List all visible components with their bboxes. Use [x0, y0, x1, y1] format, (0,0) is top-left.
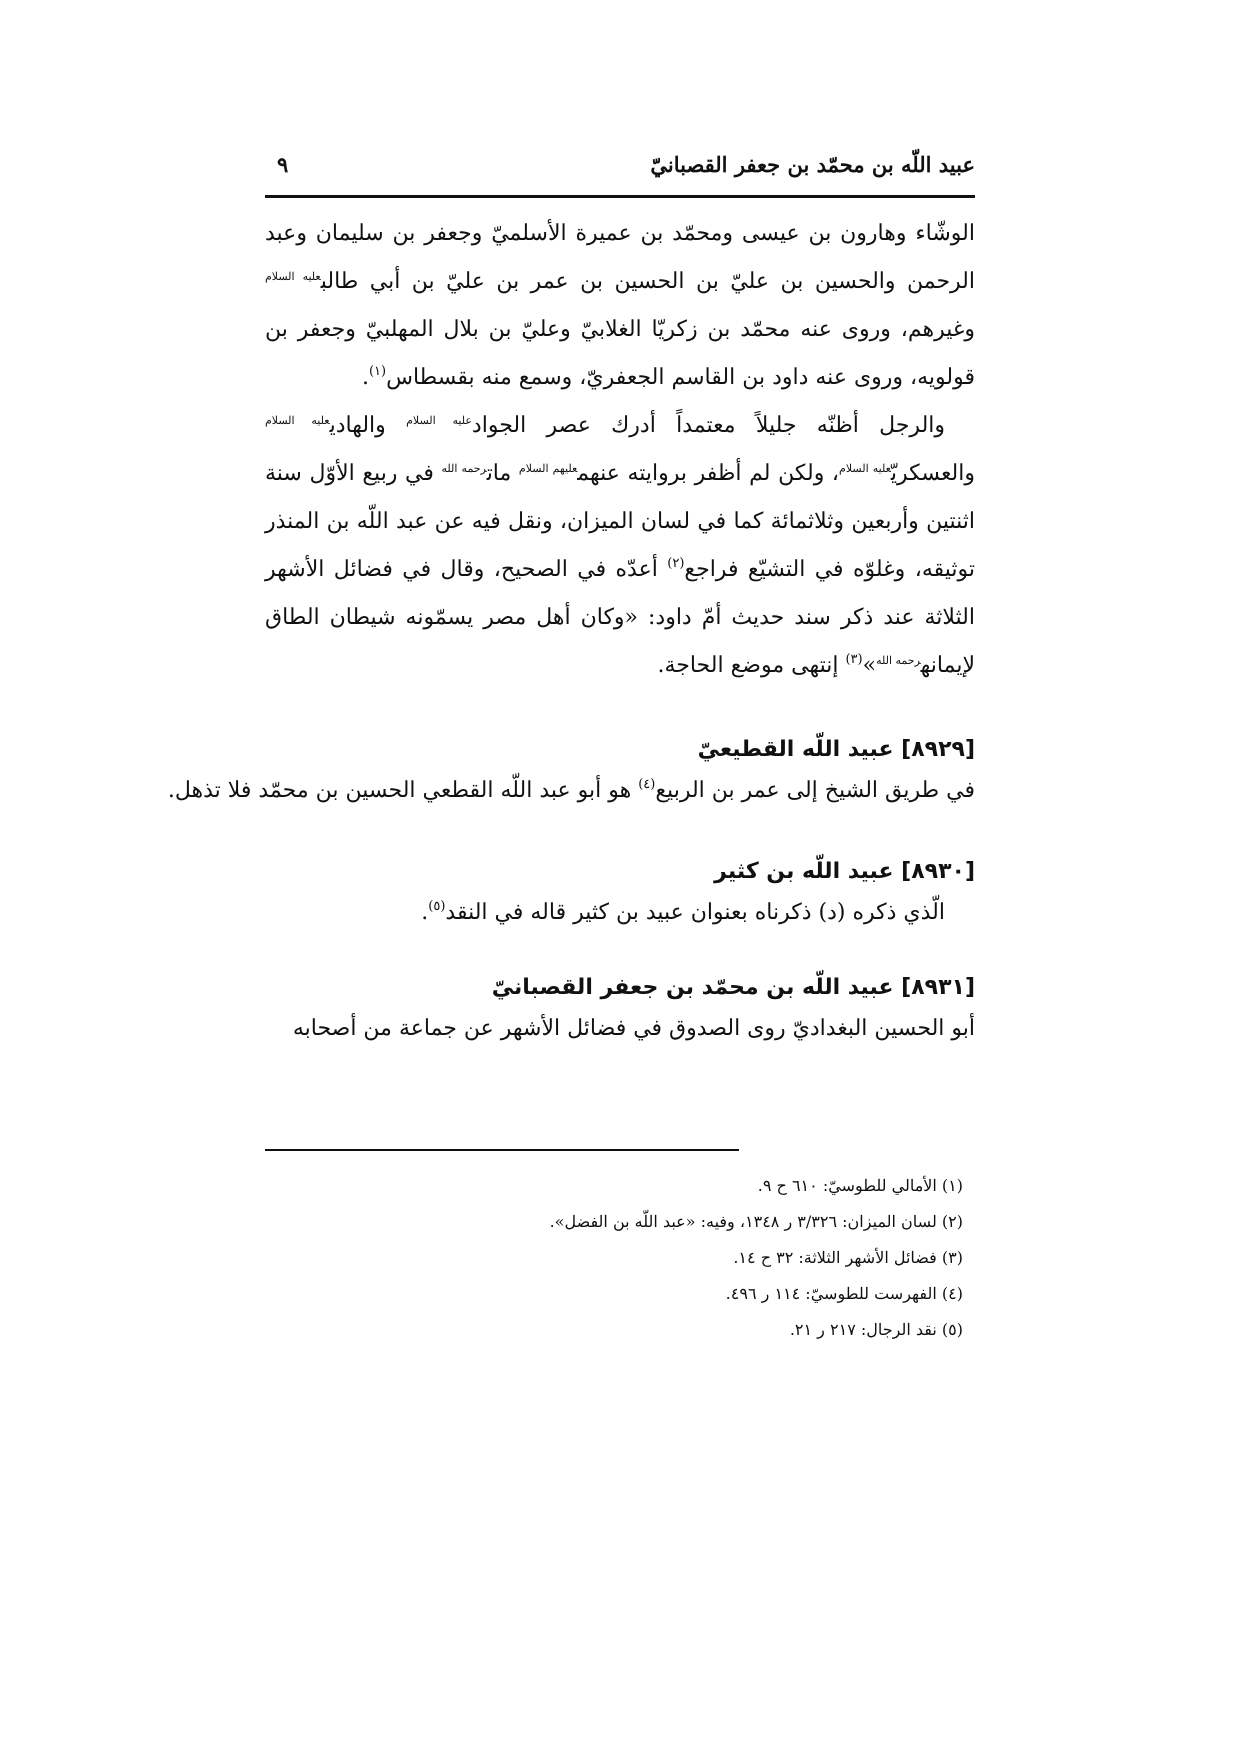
paragraph-2-text-g: أعدّه في الصحيح، وقال في فضائل الأشهر الثلاثة عند ذكر سند حديث أمّ داود: «وكان أهل مصر يسمّونه شيطان الطاق لإيمانه: [265, 557, 975, 678]
honorific-rahimahullah-icon: رحمه الله: [441, 462, 487, 475]
paragraph-2-text-d: ، ولكن لم أظفر بروايته عنهم: [577, 461, 840, 486]
body-text: [265, 210, 975, 690]
honorific-alayhi-salam-icon: عليه السلام: [406, 414, 472, 427]
entry-title: عبيد اللّه بن محمّد بن جعفر القصبانيّ: [491, 975, 894, 1000]
paragraph-2-text-a: والرجل أظنّه جليلاً معتمداً أدرك عصر الجواد: [471, 413, 946, 438]
paragraph-1-text-a: الوشّاء وهارون بن عيسى ومحمّد بن عميرة الأسلميّ وجعفر بن سليمان وعبد الرحمن والحسين بن عليّ بن الحسين بن عمر بن عليّ بن أبي طالب: [265, 221, 975, 294]
footnote-2: (٢) لسان الميزان: ٣/٣٢٦ ر ١٣٤٨، وفيه: «عبد اللّه بن الفضل».: [549, 1212, 963, 1231]
page-number: ٩: [277, 152, 289, 177]
paragraph-2-text-c: والعسكريّ: [890, 461, 975, 486]
paragraph-2-text-f: في ربيع الأوّل سنة اثنتين وأربعين وثلاثمائة كما في لسان الميزان، ونقل فيه عن عبد اللّه بن المنذر توثيقه، وغلوّه في التشيّع فراجع: [265, 461, 975, 582]
honorific-alayhi-salam-icon: عليه السلام: [839, 462, 891, 475]
entry-text-a: أبو الحسين البغداديّ روى الصدوق في فضائل الأشهر عن جماعة من أصحابه: [292, 1016, 975, 1041]
entry-text: [265, 1008, 975, 1050]
honorific-alayhim-salam-icon: عليهم السلام: [518, 462, 578, 475]
footnote-ref-3[interactable]: (٣): [845, 652, 863, 667]
entry-text-a: الّذي ذكره (د) ذكرناه بعنوان عبيد بن كثير قاله في النقد: [445, 900, 945, 925]
entry-number: [٨٩٢٩]: [901, 737, 975, 762]
entry-title: عبيد اللّه بن كثير: [714, 859, 894, 884]
footnote-rule: [265, 1149, 739, 1151]
entry-8931: [265, 968, 975, 1050]
footnotes: [265, 1168, 975, 1348]
footnote-ref-1[interactable]: (١): [368, 364, 387, 379]
footnote-3: (٣) فضائل الأشهر الثلاثة: ٣٢ ح ١٤.: [733, 1248, 963, 1267]
paragraph-2-text-b: والهادي: [329, 413, 407, 438]
book-page: [167, 0, 975, 1754]
footnote-4: (٤) الفهرست للطوسيّ: ١١٤ ر ٤٩٦.: [725, 1284, 963, 1303]
paragraph-1-text-c: .: [361, 365, 369, 390]
paragraph-1: [265, 210, 975, 402]
running-title: عبيد اللّه بن محمّد بن جعفر القصبانيّ: [650, 152, 975, 177]
entry-8930: [265, 852, 975, 934]
paragraph-2-text-e: مات: [486, 461, 519, 486]
paragraph-1-text-b: وغيرهم، وروى عنه محمّد بن زكريّا الغلابيّ وعليّ بن بلال المهلبيّ وجعفر بن قولويه، وروى عنه داود بن القاسم الجعفريّ، وسمع منه بقسطاس: [265, 317, 975, 390]
header-rule: [265, 195, 975, 198]
honorific-alayhi-salam-icon: عليه السلام: [265, 270, 321, 283]
footnote-5: (٥) نقد الرجال: ٢١٧ ر ٢١.: [789, 1320, 963, 1339]
paragraph-2: [265, 402, 975, 690]
footnote-1: (١) الأمالي للطوسيّ: ٦١٠ ح ٩.: [757, 1176, 963, 1195]
entry-text-b: هو أبو عبد اللّه القطعي الحسين بن محمّد فلا تذهل.: [167, 778, 639, 803]
entry-heading: [265, 730, 975, 770]
entry-number: [٨٩٣٠]: [901, 859, 975, 884]
entry-heading: [265, 968, 975, 1008]
honorific-alayhi-salam-icon: عليه السلام: [265, 414, 330, 427]
entry-8929: [167, 730, 975, 812]
footnote-ref-2[interactable]: (٢): [667, 556, 685, 571]
footnote-ref-4[interactable]: (٤): [638, 777, 656, 792]
honorific-rahimahullah-icon: رحمه الله: [876, 654, 921, 667]
entry-text: [265, 892, 975, 934]
footnote-ref-5[interactable]: (٥): [428, 899, 446, 914]
entry-number: [٨٩٣١]: [901, 975, 975, 1000]
entry-title: عبيد اللّه القطيعيّ: [697, 737, 894, 762]
entry-heading: [265, 852, 975, 892]
entry-text-a: في طريق الشيخ إلى عمر بن الربيع: [655, 778, 975, 803]
paragraph-2-text-h: »: [862, 653, 877, 678]
entry-text: [167, 770, 975, 812]
paragraph-2-text-i: إنتهى موضع الحاجة.: [657, 653, 846, 678]
running-head: [265, 146, 975, 186]
entry-text-b: .: [421, 900, 429, 925]
